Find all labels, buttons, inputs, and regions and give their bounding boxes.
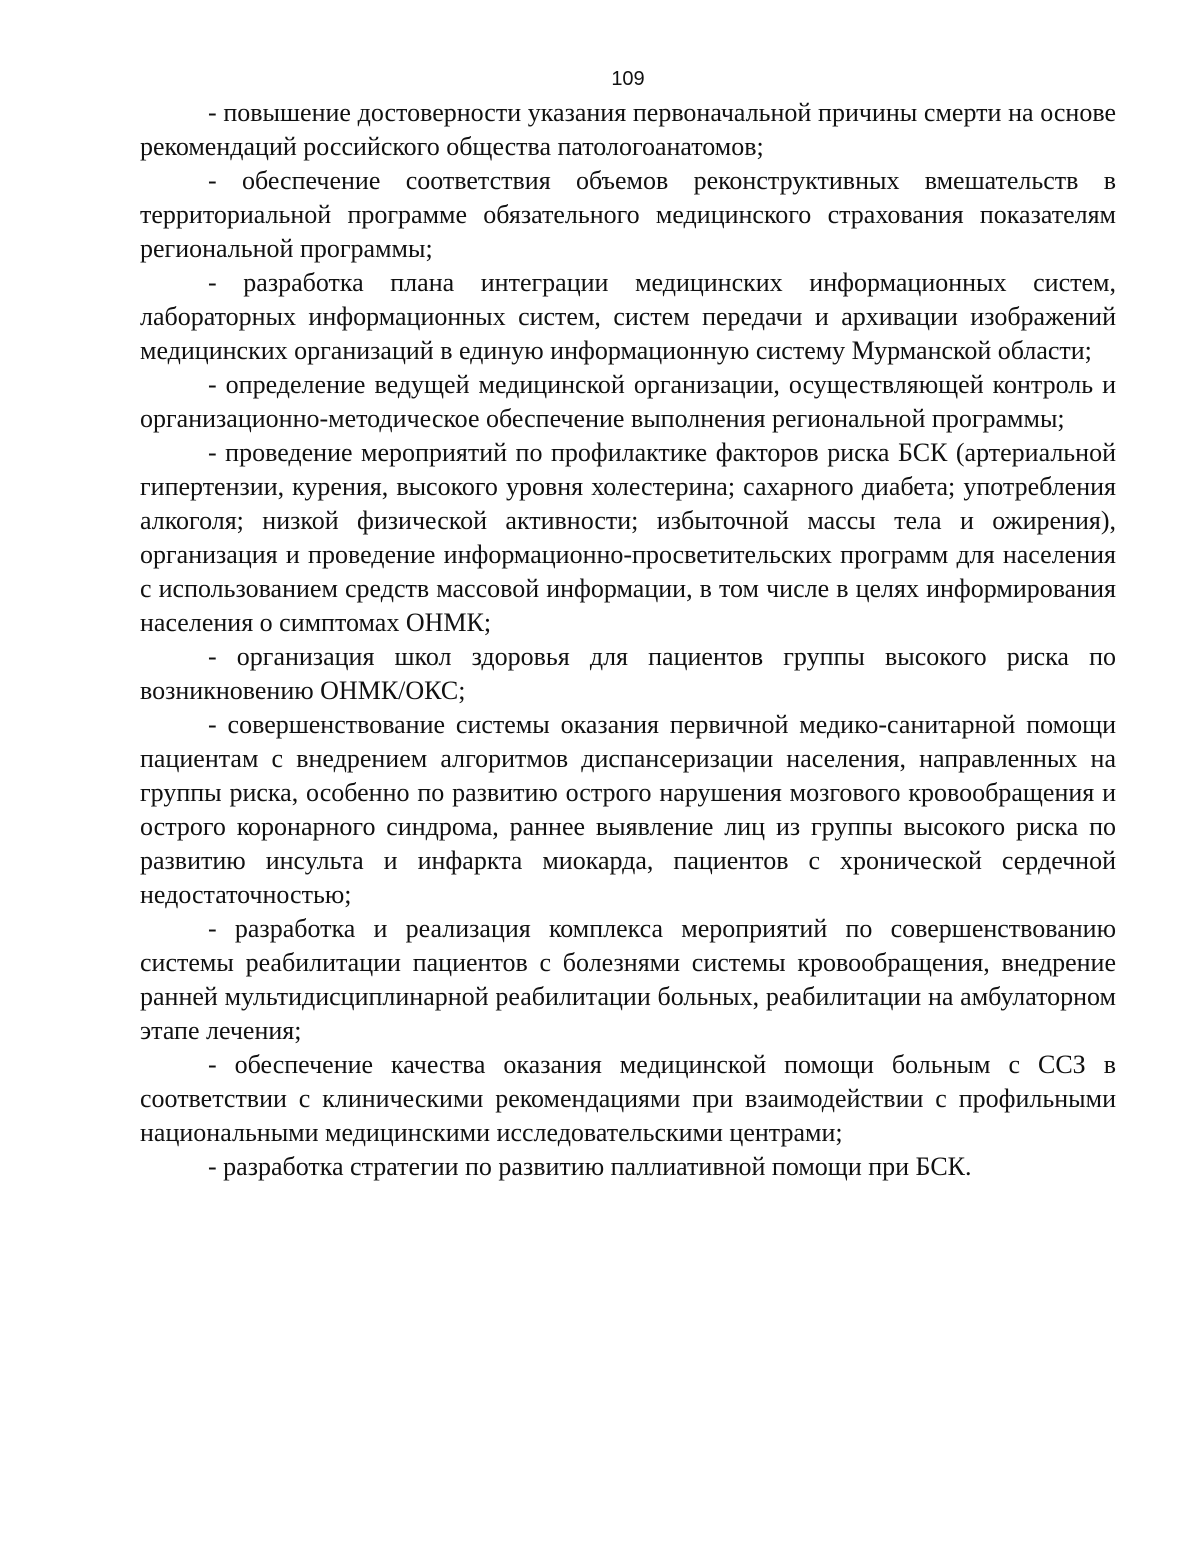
list-item: - разработка и реализация комплекса мероприятий по совершенствованию системы реабилитации пациентов с болезнями системы кровообращения, внедрение ранней мультидисциплинарной реабилитации больных, реабилитации на амбулаторном этапе лечения;: [140, 914, 1116, 1045]
list-item: - обеспечение соответствия объемов реконструктивных вмешательств в территориальной программе обязательного медицинского страхования показателям региональной программы;: [140, 166, 1116, 263]
list-item: - проведение мероприятий по профилактике факторов риска БСК (артериальной гипертензии, курения, высокого уровня холестерина; сахарного диабета; употребления алкоголя; низкой физической активности; избыточной массы тела и ожирения), организация и проведение информационно-просветительских программ для населения с использованием средств массовой информации, в том числе в целях информирования населения о симптомах ОНМК;: [140, 438, 1116, 637]
list-item: - совершенствование системы оказания первичной медико-санитарной помощи пациентам с внедрением алгоритмов диспансеризации населения, направленных на группы риска, особенно по развитию острого нарушения мозгового кровообращения и острого коронарного синдрома, раннее выявление лиц из группы высокого риска по развитию инсульта и инфаркта миокарда, пациентов с хронической сердечной недостаточностью;: [140, 710, 1116, 909]
list-item: - повышение достоверности указания первоначальной причины смерти на основе рекомендаций российского общества патологоанатомов;: [140, 98, 1116, 161]
list-item: - организация школ здоровья для пациентов группы высокого риска по возникновению ОНМК/ОКС;: [140, 642, 1116, 705]
list-item: - обеспечение качества оказания медицинской помощи больным с ССЗ в соответствии с клиническими рекомендациями при взаимодействии с профильными национальными медицинскими исследовательскими центрами;: [140, 1050, 1116, 1147]
list-item: - определение ведущей медицинской организации, осуществляющей контроль и организационно-методическое обеспечение выполнения региональной программы;: [140, 370, 1116, 433]
page-body: [140, 96, 1116, 1184]
list-item: - разработка плана интеграции медицинских информационных систем, лабораторных информационных систем, систем передачи и архивации изображений медицинских организаций в единую информационную систему Мурманской области;: [140, 268, 1116, 365]
page-number: 109: [611, 68, 645, 90]
list-item: - разработка стратегии по развитию паллиативной помощи при БСК.: [208, 1152, 972, 1181]
